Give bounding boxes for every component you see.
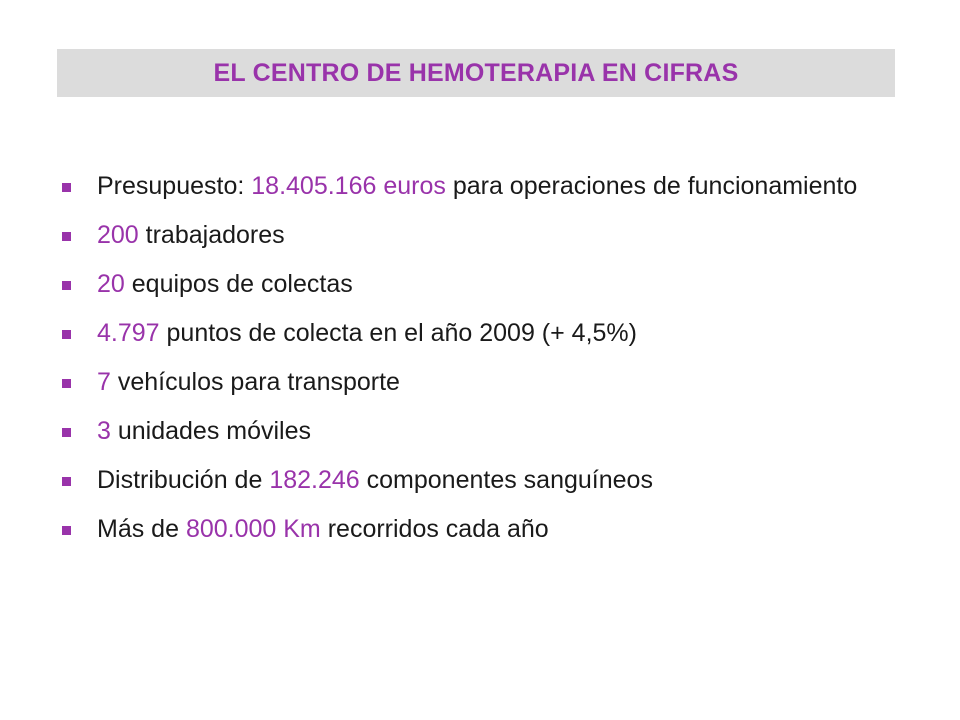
bullet-post: para operaciones de funcionamiento [445,172,858,200]
bullet-text [97,219,920,252]
bullet-post: puntos de colecta en el año 2009 (+ 4,5%) [159,319,637,347]
square-bullet-icon [62,379,71,388]
bullet-post: unidades móviles [110,417,312,445]
bullet-post: equipos de colectas [124,270,353,298]
bullet-highlight: 7 [97,368,111,396]
bullet-post: recorridos cada año [320,515,549,543]
bullet-pre: Presupuesto: [97,172,252,200]
bullet-post: vehículos para transporte [110,368,400,396]
bullet-pre: Más de [97,515,186,543]
bullet-item-teams [60,268,920,301]
bullet-highlight: 4.797 [97,319,160,347]
bullet-item-points [60,317,920,350]
bullet-text [97,268,920,301]
square-bullet-icon [62,183,71,192]
bullet-text [97,464,920,497]
bullet-text [97,317,920,350]
bullet-post: trabajadores [138,221,285,249]
title-bar [57,49,895,97]
bullet-item-distribution [60,464,920,497]
bullet-highlight: 800.000 Km [185,515,321,543]
bullet-text [97,170,920,203]
square-bullet-icon [62,477,71,486]
square-bullet-icon [62,330,71,339]
bullet-item-vehicles [60,366,920,399]
bullet-text [97,415,920,448]
bullet-pre: Distribución de [97,466,270,494]
square-bullet-icon [62,281,71,290]
bullet-item-mobile-units [60,415,920,448]
bullet-highlight: 200 [97,221,139,249]
bullet-highlight: 182.246 [269,466,360,494]
bullet-item-budget [60,170,920,203]
slide-title: EL CENTRO DE HEMOTERAPIA EN CIFRAS [213,58,739,87]
bullet-text [97,366,920,399]
bullet-text [97,513,920,546]
bullet-highlight: 18.405.166 euros [251,172,446,200]
bullet-item-workers [60,219,920,252]
bullet-highlight: 3 [97,417,111,445]
bullet-highlight: 20 [97,270,125,298]
square-bullet-icon [62,232,71,241]
bullet-post: componentes sanguíneos [359,466,653,494]
square-bullet-icon [62,526,71,535]
bullet-list [60,170,920,562]
bullet-item-km [60,513,920,546]
square-bullet-icon [62,428,71,437]
